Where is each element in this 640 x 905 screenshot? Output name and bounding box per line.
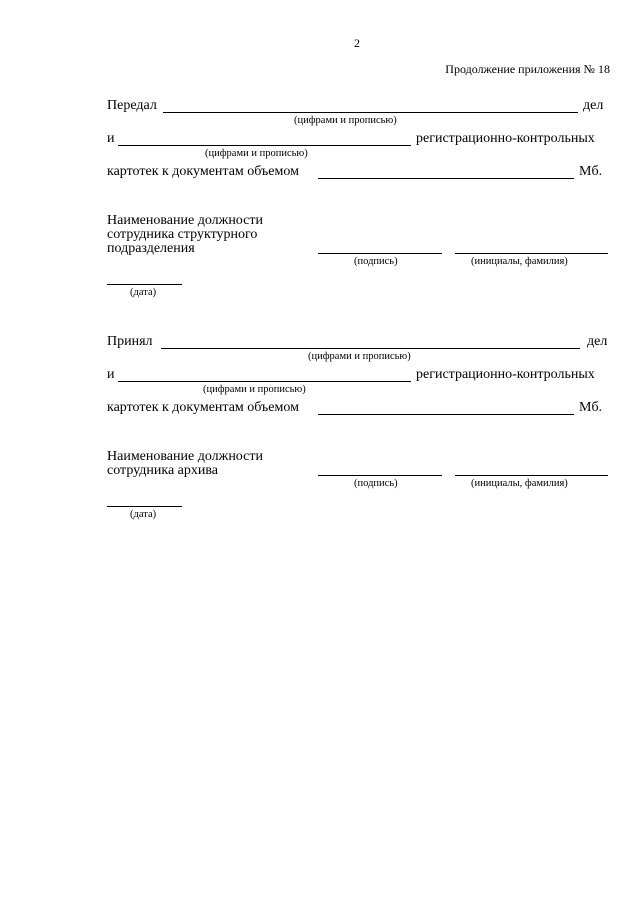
accepted-volume-field[interactable]	[318, 414, 574, 415]
transferred-cards-hint: (цифрами и прописью)	[205, 148, 308, 159]
page-number: 2	[354, 36, 360, 50]
transferred-date-hint: (дата)	[130, 287, 157, 298]
transferred-files-unit: дел	[583, 98, 604, 113]
transferred-signature-hint: (подпись)	[354, 256, 398, 267]
transferred-position-line2: сотрудника структурного	[107, 227, 258, 242]
transferred-reg-control: регистрационно-контрольных	[416, 131, 595, 146]
transferred-volume-field[interactable]	[318, 178, 574, 179]
accepted-date-field[interactable]	[107, 506, 182, 507]
accepted-position-line2: сотрудника архива	[107, 463, 219, 478]
accepted-name-field[interactable]	[455, 475, 608, 476]
transferred-and: и	[107, 131, 115, 146]
accepted-mb-unit: Мб.	[579, 400, 603, 415]
transferred-count-field[interactable]	[163, 112, 578, 113]
transferred-signature-field[interactable]	[318, 253, 442, 254]
accepted-name-hint: (инициалы, фамилия)	[471, 478, 568, 489]
accepted-count-field[interactable]	[161, 348, 580, 349]
transferred-name-hint: (инициалы, фамилия)	[471, 256, 568, 267]
transferred-date-field[interactable]	[107, 284, 182, 285]
accepted-signature-hint: (подпись)	[354, 478, 398, 489]
transferred-label: Передал	[107, 98, 157, 113]
transferred-mb-unit: Мб.	[579, 164, 603, 179]
accepted-cards-hint: (цифрами и прописью)	[203, 384, 306, 395]
accepted-cards-count-field[interactable]	[118, 381, 411, 382]
accepted-reg-control: регистрационно-контрольных	[416, 367, 595, 382]
continuation-note: Продолжение приложения № 18	[445, 62, 610, 76]
accepted-label: Принял	[107, 334, 153, 349]
accepted-signature-field[interactable]	[318, 475, 442, 476]
accepted-files-unit: дел	[587, 334, 608, 349]
transferred-position-line3: подразделения	[107, 241, 195, 256]
accepted-count-hint: (цифрами и прописью)	[308, 351, 411, 362]
transferred-cards-count-field[interactable]	[118, 145, 411, 146]
accepted-position-line1: Наименование должности	[107, 449, 263, 464]
transferred-position-line1: Наименование должности	[107, 213, 263, 228]
accepted-and: и	[107, 367, 115, 382]
transferred-name-field[interactable]	[455, 253, 608, 254]
transferred-count-hint: (цифрами и прописью)	[294, 115, 397, 126]
accepted-cards-text: картотек к документам объемом	[107, 400, 299, 415]
accepted-date-hint: (дата)	[130, 509, 157, 520]
transferred-cards-text: картотек к документам объемом	[107, 164, 299, 179]
